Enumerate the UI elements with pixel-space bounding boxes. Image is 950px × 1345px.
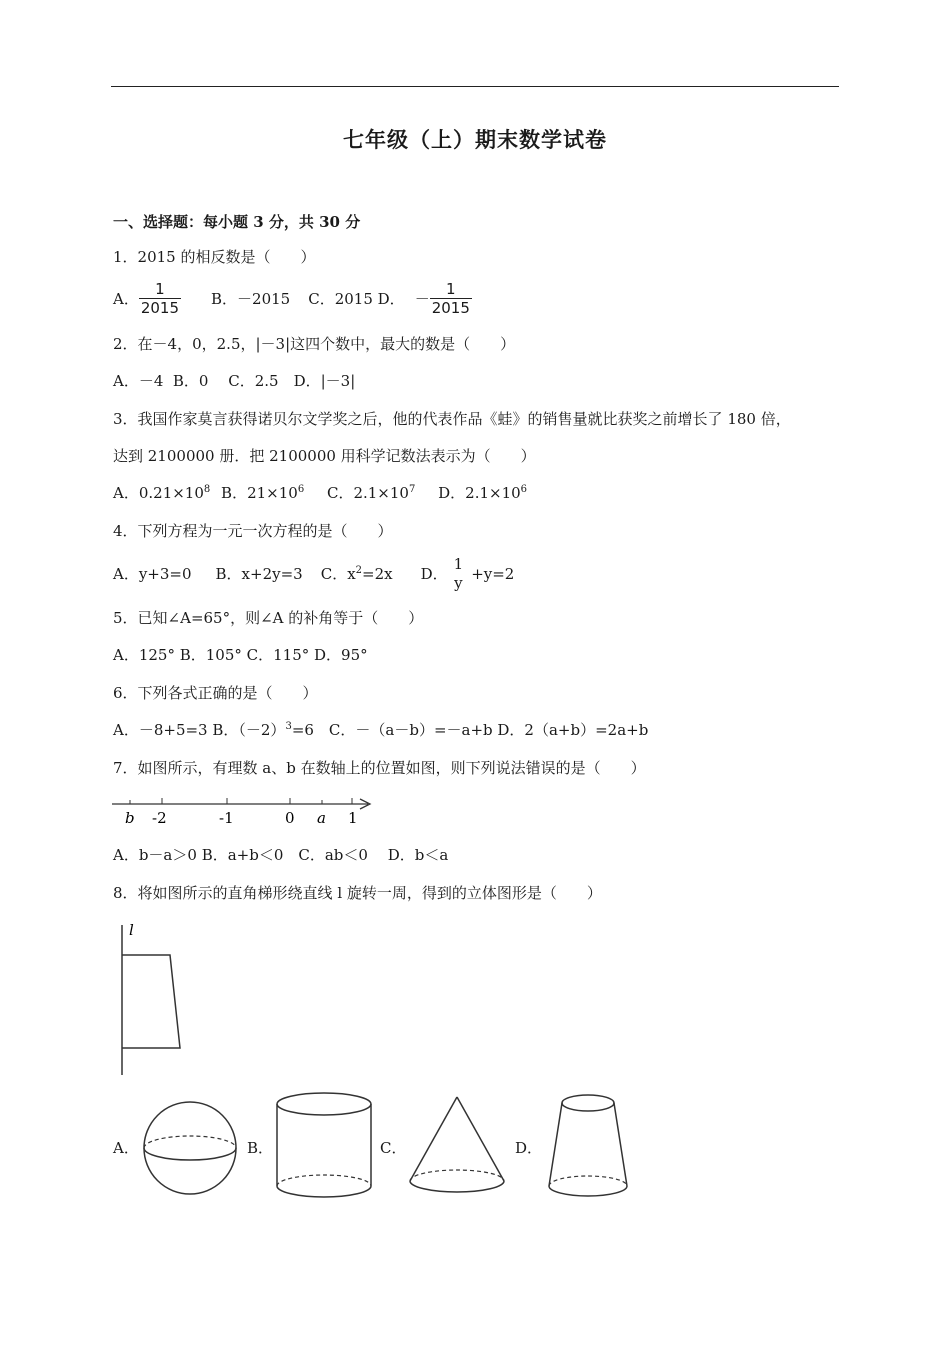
axis-label-neg1: -1: [219, 809, 234, 827]
question-7-options: A．b－a＞0 B．a+b＜0 C．ab＜0 D．b＜a: [113, 846, 449, 864]
option-d-fraction: [452, 555, 466, 592]
question-3-options: [113, 484, 527, 502]
question-6-options: A．－8+5=3 B．$(-2)^3=6$ C．－（a－b）=－a+b D．2（a+b）=2a+b: [113, 721, 649, 739]
cylinder-top: [277, 1093, 371, 1115]
question-1-options: [113, 280, 472, 317]
cylinder-bottom-back: [277, 1175, 371, 1186]
question-3-stem-line2: 达到 2100000 册．把 2100000 用科学记数法表示为（ ）: [113, 447, 536, 465]
option-c: C．2015 D．: [308, 289, 405, 308]
option-b: B．x+2y=3: [215, 564, 303, 583]
fraction-denominator: 2015: [140, 299, 180, 317]
fraction-denominator: 2015: [431, 299, 470, 317]
frustum-bottom-back: [549, 1176, 627, 1186]
fraction-numerator: 1: [453, 555, 464, 573]
frustum-top: [562, 1095, 614, 1111]
option-a-label: A．: [113, 289, 139, 308]
option-a: A．$0.21\times 10^8$: [113, 484, 211, 502]
question-3-stem-line1: 3．我国作家莫言获得诺贝尔文学奖之后，他的代表作品《蛙》的销售量就比获奖之前增长了 180 倍，: [113, 410, 791, 428]
axis-label-a: a: [317, 809, 326, 827]
axis-label-1: 1: [348, 809, 358, 827]
axis-label-neg2: -2: [152, 809, 167, 827]
frustum-figure: [543, 1090, 635, 1202]
question-8-stem: 8．将如图所示的直角梯形绕直线 l 旋转一周，得到的立体图形是（ ）: [113, 884, 602, 902]
number-line-figure: [110, 792, 380, 828]
page-title: 七年级（上）期末数学试卷: [343, 127, 607, 152]
option-a-fraction: [139, 280, 181, 317]
axis-label-l: l: [129, 921, 134, 939]
option-b-label: B．: [247, 1139, 274, 1157]
option-c: C．$2.1\times 10^7$: [326, 484, 416, 502]
top-rule: [111, 86, 839, 87]
option-a-b: A．－8+5=3 B．（－2）: [113, 721, 286, 739]
option-d: D．$2.1\times 10^6$: [438, 484, 528, 502]
question-1-stem: 1．2015 的相反数是（ ）: [113, 248, 316, 266]
cone-side: [457, 1097, 504, 1181]
sphere-figure: [140, 1098, 240, 1198]
option-b: B．－2015: [211, 289, 291, 308]
option-b: B．$21\times 10^6$: [221, 484, 305, 502]
question-4-options: [113, 555, 514, 592]
cone-base-front: [410, 1181, 504, 1192]
question-6-stem: 6．下列各式正确的是（ ）: [113, 684, 318, 702]
frustum-side: [549, 1103, 562, 1186]
question-2-options: A．－4 B．0 C．2.5 D．|－3|: [113, 372, 356, 390]
cone-side: [410, 1097, 457, 1181]
question-5-options: A．125° B．105° C．115° D．95°: [113, 646, 368, 664]
question-7-stem: 7．如图所示，有理数 a、b 在数轴上的位置如图，则下列说法错误的是（ ）: [113, 759, 646, 777]
sphere-equator-front: [144, 1148, 236, 1160]
trapezoid-figure: [112, 915, 192, 1080]
sphere-outline: [144, 1102, 236, 1194]
sphere-equator-back: [144, 1136, 236, 1148]
cylinder-bottom-front: [277, 1186, 371, 1197]
option-d-rest: +y=2: [471, 564, 515, 583]
cylinder-figure: [272, 1090, 378, 1202]
option-c-d: =6 C．－（a－b）=－a+b D．2（a+b）=2a+b: [291, 721, 649, 739]
option-d-fraction: [430, 280, 472, 317]
option-d-sign: －: [414, 289, 430, 308]
cone-figure: [405, 1093, 509, 1201]
question-2-stem: 2．在－4，0，2.5，|－3|这四个数中，最大的数是（ ）: [113, 335, 516, 353]
option-c: C．$x^2=2x$: [320, 564, 393, 583]
fraction-numerator: 1: [446, 280, 456, 298]
right-trapezoid: [122, 955, 180, 1048]
option-d-label: D．: [420, 564, 448, 583]
frustum-side: [614, 1103, 627, 1186]
section-heading: 一、选择题：每小题 3 分，共 30 分: [113, 213, 361, 231]
option-c-label: C．: [380, 1139, 407, 1157]
cone-base-back: [410, 1170, 504, 1181]
question-4-stem: 4．下列方程为一元一次方程的是（ ）: [113, 522, 393, 540]
fraction-numerator: 1: [155, 280, 165, 298]
option-a-label: A．: [113, 1139, 139, 1157]
axis-label-0: 0: [285, 809, 295, 827]
frustum-bottom-front: [549, 1186, 627, 1196]
option-d-label: D．: [515, 1139, 543, 1157]
option-a: A．y+3=0: [113, 564, 192, 583]
fraction-denominator: y: [454, 574, 463, 592]
question-5-stem: 5．已知∠A=65°，则∠A 的补角等于（ ）: [113, 609, 424, 627]
axis-label-b: b: [125, 809, 135, 827]
